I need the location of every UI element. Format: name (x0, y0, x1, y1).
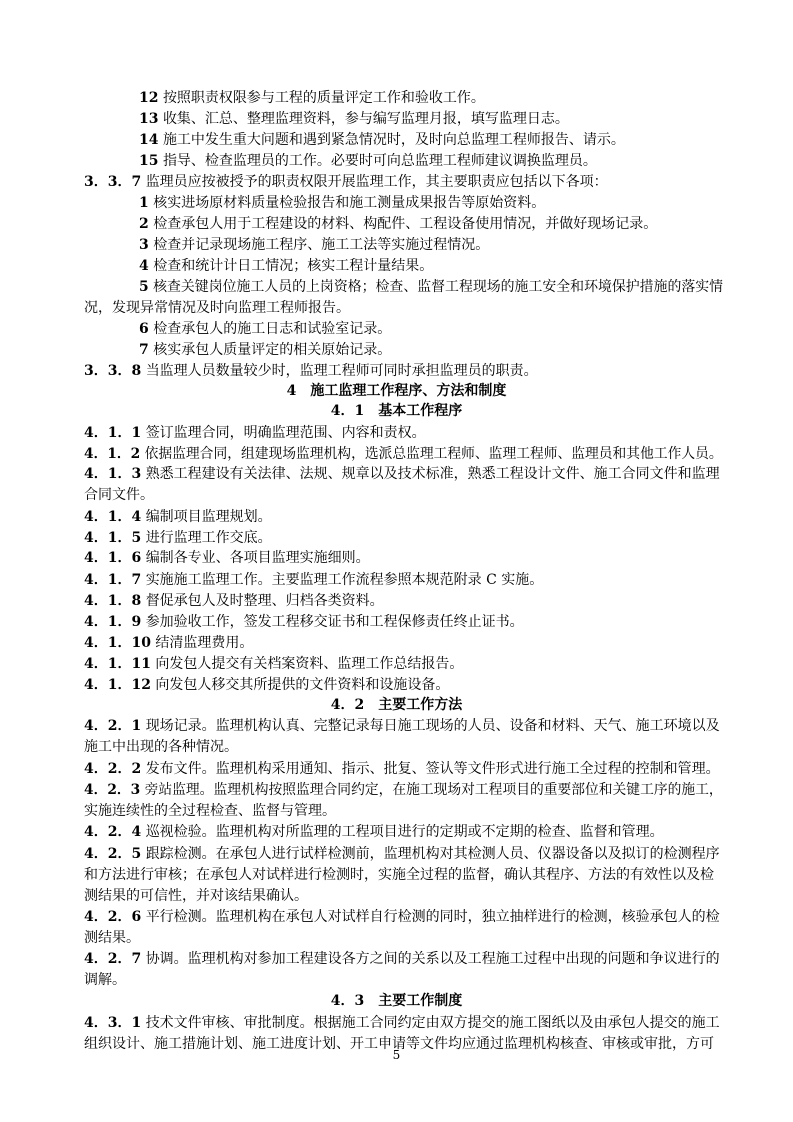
section-heading (0, 991, 793, 1012)
line-text: 巡视检验。监理机构对所监理的工程项目进行的定期或不定期的检查、监督和管理。 (145, 824, 664, 840)
clause-number: 14 (139, 132, 159, 148)
clause-number: 4．2．6 (84, 909, 142, 925)
clause-number: 4．1．4 (84, 509, 142, 525)
text-line (139, 151, 597, 172)
line-text: 指导、检查监理员的工作。必要时可向总监理工程师建议调换监理员。 (162, 153, 597, 169)
line-text: 收集、汇总、整理监理资料，参与编写监理月报，填写监理日志。 (162, 111, 569, 127)
text-line (84, 633, 253, 654)
line-text: 组织设计、施工措施计划、施工进度计划、开工申请等文件均应通过监理机构核查、审核或审批，方可 (84, 1036, 714, 1052)
clause-number: 4．1．8 (84, 593, 142, 609)
clause-number: 5 (139, 279, 149, 295)
clause-number: 4．2．2 (84, 761, 142, 777)
line-text: 熟悉工程建设有关法律、法规、规章以及技术标准，熟悉工程设计文件、施工合同文件和监理 (145, 466, 720, 482)
section-heading (0, 695, 793, 716)
clause-number: 4．2．4 (84, 824, 142, 840)
text-line (84, 485, 154, 506)
text-line (84, 172, 608, 193)
line-text: 况，发现异常情况及时向监理工程师报告。 (84, 300, 350, 316)
text-line (84, 865, 714, 886)
text-line (139, 193, 545, 214)
line-text: 主要工作方法 (378, 697, 463, 713)
text-line (139, 319, 391, 340)
clause-number: 4．1．10 (84, 635, 151, 651)
line-text: 合同文件。 (84, 487, 154, 503)
text-line (139, 88, 485, 109)
text-line (84, 886, 308, 907)
clause-number: 4．2．1 (84, 718, 142, 734)
line-text: 结清监理费用。 (155, 635, 254, 651)
text-line (84, 361, 538, 382)
line-text: 实施施工监理工作。主要监理工作流程参照本规范附录 C 实施。 (145, 572, 544, 588)
text-line (84, 970, 126, 991)
clause-number: 4．1．6 (84, 550, 142, 566)
clause-number: 4．3 (330, 993, 365, 1009)
line-text: 签订监理合同，明确监理范围、内容和责权。 (145, 425, 426, 441)
text-line (84, 716, 720, 737)
line-text: 旁站监理。监理机构按照监理合同约定，在施工现场对工程项目的重要部位和关键工序的施工， (144, 782, 723, 798)
line-text: 检查并记录现场施工程序、施工工法等实施过程情况。 (153, 237, 490, 253)
text-line (84, 844, 720, 865)
clause-number: 4．1．11 (84, 656, 151, 672)
text-line (139, 256, 433, 277)
text-line (139, 235, 489, 256)
clause-number: 6 (139, 321, 149, 337)
text-line (84, 928, 140, 949)
clause-number: 4．3．1 (84, 1015, 142, 1031)
clause-number: 3．3．7 (84, 174, 142, 190)
text-line (84, 801, 336, 822)
text-line (84, 675, 449, 696)
line-text: 调解。 (84, 972, 126, 988)
line-text: 核查关键岗位施工人员的上岗资格；检查、监督工程现场的施工安全和环境保护措施的落实情 (153, 279, 724, 295)
text-line (84, 759, 720, 780)
text-line (84, 423, 426, 444)
line-text: 平行检测。监理机构在承包人对试样自行检测的同时，独立抽样进行的检测，核验承包人的检 (145, 909, 720, 925)
line-text: 检查承包人的施工日志和试验室记录。 (153, 321, 392, 337)
text-line (139, 109, 569, 130)
clause-number: 4．2．7 (84, 951, 142, 967)
text-line (84, 298, 350, 319)
line-text: 现场记录。监理机构认真、完整记录每日施工现场的人员、设备和材料、天气、施工环境以及 (145, 718, 720, 734)
clause-number: 4．1．3 (84, 466, 142, 482)
line-text: 监理员应按被授予的职责权限开展监理工作，其主要职责应包括以下各项： (145, 174, 608, 190)
line-text: 编制项目监理规划。 (145, 509, 272, 525)
text-line (139, 277, 723, 298)
line-text: 跟踪检测。在承包人进行试样检测前，监理机构对其检测人员、仪器设备以及拟订的检测程序 (145, 846, 720, 862)
clause-number: 4．1．7 (84, 572, 142, 588)
text-line (84, 907, 720, 928)
line-text: 进行监理工作交底。 (145, 530, 272, 546)
clause-number: 15 (139, 153, 159, 169)
line-text: 测结果的可信性，并对该结果确认。 (84, 888, 308, 904)
text-line (84, 1013, 720, 1034)
text-line (84, 612, 524, 633)
clause-number: 1 (139, 195, 149, 211)
clause-number: 4．2．3 (84, 782, 141, 798)
line-text: 技术文件审核、审批制度。根据施工合同约定由双方提交的施工图纸以及由承包人提交的施工 (145, 1015, 720, 1031)
line-text: 核实承包人质量评定的相关原始记录。 (153, 342, 392, 358)
clause-number: 4．1．5 (84, 530, 142, 546)
line-text: 发布文件。监理机构采用通知、指示、批复、签认等文件形式进行施工全过程的控制和管理。 (145, 761, 720, 777)
clause-number: 4．1．9 (84, 614, 142, 630)
text-line (84, 464, 720, 485)
clause-number: 4．2 (330, 697, 365, 713)
clause-number: 3．3．8 (84, 363, 142, 379)
section-heading (0, 401, 793, 422)
line-text: 测结果。 (84, 930, 140, 946)
clause-number: 4．1．12 (84, 677, 151, 693)
clause-number: 4 (286, 383, 297, 399)
text-line (84, 548, 370, 569)
line-text: 参加验收工作，签发工程移交证书和工程保修责任终止证书。 (145, 614, 524, 630)
clause-number: 13 (139, 111, 159, 127)
line-text: 核实进场原材料质量检验报告和施工测量成果报告等原始资料。 (153, 195, 546, 211)
text-line (84, 822, 664, 843)
line-text: 检查和统计计日工情况；核实工程计量结果。 (153, 258, 434, 274)
clause-number: 4．1 (330, 403, 365, 419)
line-text: 当监理人员数量较少时，监理工程师可同时承担监理员的职责。 (145, 363, 538, 379)
line-text: 向发包人提交有关档案资料、监理工作总结报告。 (155, 656, 464, 672)
line-text: 施工监理工作程序、方法和制度 (310, 383, 507, 399)
line-text: 施工中出现的各种情况。 (84, 739, 238, 755)
line-text: 协调。监理机构对参加工程建设各方之间的关系以及工程施工过程中出现的问题和争议进行的 (145, 951, 720, 967)
text-line (139, 130, 625, 151)
line-text: 和方法进行审核；在承包人对试样进行检测时，实施全过程的监督，确认其程序、方法的有效性以及检 (84, 867, 714, 883)
text-line (84, 949, 720, 970)
clause-number: 4．2．5 (84, 846, 142, 862)
clause-number: 3 (139, 237, 149, 253)
line-text: 督促承包人及时整理、归档各类资料。 (145, 593, 384, 609)
clause-number: 4．1．1 (84, 425, 142, 441)
text-line (84, 507, 272, 528)
text-line (84, 654, 463, 675)
clause-number: 12 (139, 90, 159, 106)
line-text: 依据监理合同，组建现场监理机构，选派总监理工程师、监理工程师、监理员和其他工作人员。 (144, 446, 723, 462)
line-text: 施工中发生重大问题和遇到紧急情况时，及时向总监理工程师报告、请示。 (162, 132, 625, 148)
clause-number: 7 (139, 342, 149, 358)
text-line (139, 340, 391, 361)
text-line (84, 780, 723, 801)
section-heading (0, 381, 793, 402)
line-text: 实施连续性的全过程检查、监督与管理。 (84, 803, 336, 819)
text-line (84, 570, 543, 591)
clause-number: 4．1．2 (84, 446, 141, 462)
line-text: 检查承包人用于工程建设的材料、构配件、工程设备使用情况，并做好现场记录。 (153, 216, 658, 232)
page-number: 5 (392, 1048, 401, 1062)
text-line (84, 444, 723, 465)
text-line (84, 591, 384, 612)
clause-number: 4 (139, 258, 149, 274)
text-line (84, 737, 238, 758)
line-text: 按照职责权限参与工程的质量评定工作和验收工作。 (162, 90, 485, 106)
line-text: 编制各专业、各项目监理实施细则。 (145, 550, 370, 566)
clause-number: 2 (139, 216, 149, 232)
line-text: 向发包人移交其所提供的文件资料和设施设备。 (155, 677, 450, 693)
line-text: 基本工作程序 (378, 403, 463, 419)
line-text: 主要工作制度 (378, 993, 463, 1009)
text-line (84, 528, 272, 549)
text-line (139, 214, 657, 235)
